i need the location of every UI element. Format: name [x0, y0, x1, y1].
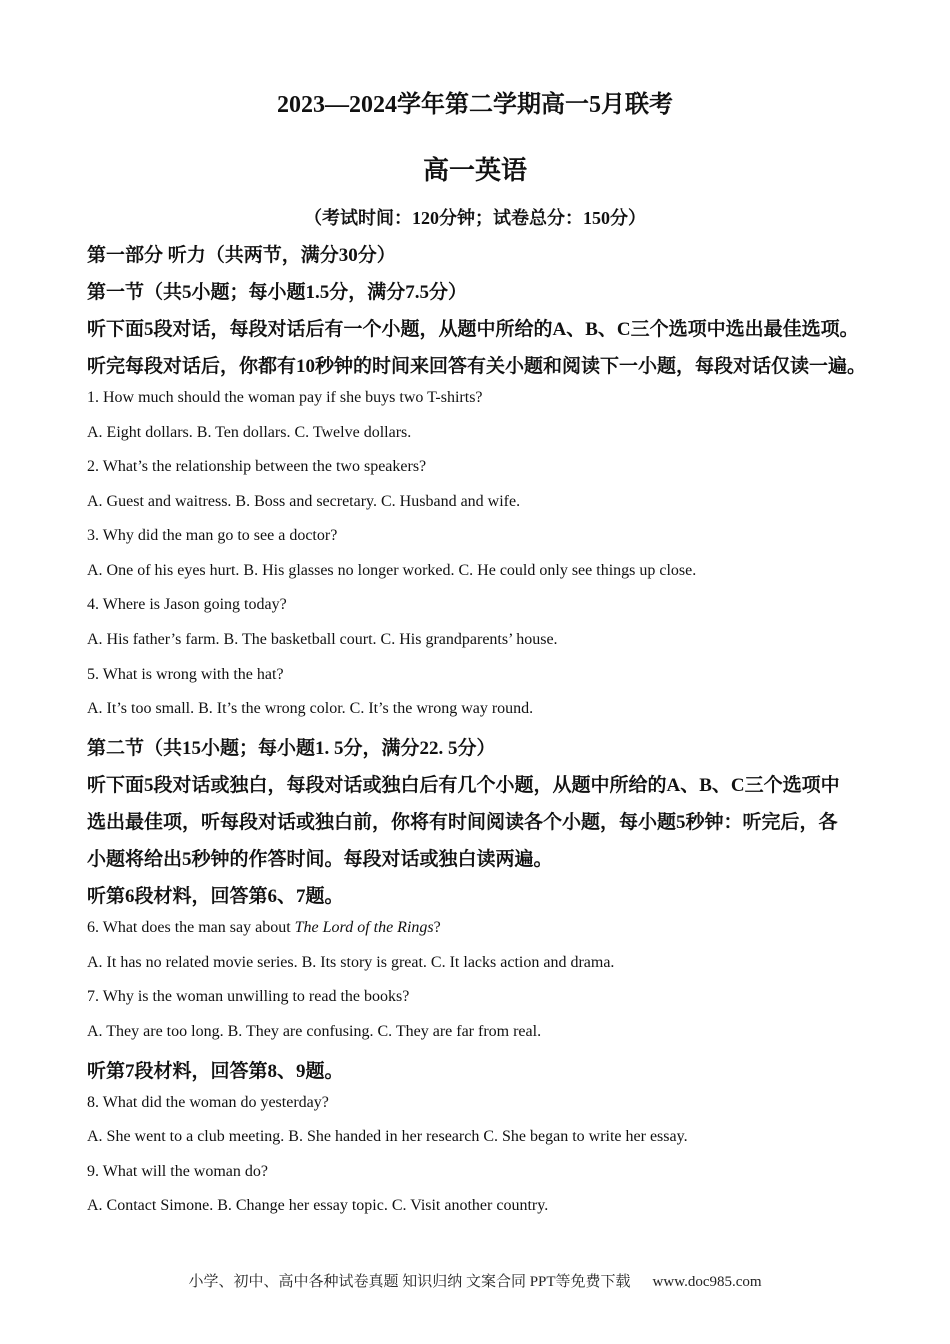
footer-text: 小学、初中、高中各种试卷真题 知识归纳 文案合同 PPT等免费下载 — [188, 1274, 631, 1290]
question-9: 9. What will the woman do? — [87, 1163, 268, 1180]
question-7: 7. Why is the woman unwilling to read the books? — [87, 988, 410, 1005]
part1-heading: 第一部分 听力（共两节，满分30分） — [87, 245, 396, 266]
options-5: A. It’s too small. B. It’s the wrong color. C. It’s the wrong way round. — [87, 700, 534, 717]
footer-link[interactable]: www.doc985.com — [652, 1274, 762, 1290]
section2-instruction-3: 小题将给出5秒钟的作答时间。每段对话或独白读两遍。 — [87, 849, 553, 870]
section2-heading: 第二节（共15小题；每小题1. 5分，满分22. 5分） — [87, 738, 496, 759]
section1-heading: 第一节（共5小题；每小题1.5分，满分7.5分） — [87, 282, 468, 303]
section1-instruction-2: 听完每段对话后，你都有10秒钟的时间来回答有关小题和阅读下一小题，每段对话仅读一遍。 — [87, 356, 867, 377]
question-3: 3. Why did the man go to see a doctor? — [87, 527, 338, 544]
section2-instruction-2: 选出最佳项，听每段对话或独白前，你将有时间阅读各个小题，每小题5秒钟：听完后，各 — [87, 812, 838, 833]
page-footer — [0, 1270, 950, 1291]
section2-instruction-1: 听下面5段对话或独白，每段对话或独白后有几个小题，从题中所给的A、B、C三个选项中 — [87, 775, 840, 796]
question-2: 2. What’s the relationship between the two speakers? — [87, 458, 427, 475]
section1-instruction-1: 听下面5段对话，每段对话后有一个小题，从题中所给的A、B、C三个选项中选出最佳选项。 — [87, 319, 859, 340]
options-3: A. One of his eyes hurt. B. His glasses no longer worked. C. He could only see things up close. — [87, 562, 697, 579]
book-title: The Lord of the Rings — [294, 919, 434, 936]
options-8: A. She went to a club meeting. B. She handed in her research C. She began to write her essay. — [87, 1128, 688, 1145]
subject-title: 高一英语 — [422, 156, 527, 185]
question-6 — [87, 919, 441, 937]
options-7: A. They are too long. B. They are confusing. C. They are far from real. — [87, 1023, 542, 1040]
options-1: A. Eight dollars. B. Ten dollars. C. Twelve dollars. — [87, 424, 412, 441]
question-6-end: ? — [433, 919, 441, 936]
material-6-heading: 听第6段材料，回答第6、7题。 — [87, 886, 344, 907]
question-6-text: 6. What does the man say about — [87, 919, 295, 936]
material-7-heading: 听第7段材料，回答第8、9题。 — [87, 1061, 344, 1082]
options-9: A. Contact Simone. B. Change her essay topic. C. Visit another country. — [87, 1197, 549, 1214]
exam-info: （考试时间：120分钟；试卷总分：150分） — [304, 208, 646, 228]
options-6: A. It has no related movie series. B. Its story is great. C. It lacks action and drama. — [87, 954, 615, 971]
question-1: 1. How much should the woman pay if she buys two T-shirts? — [87, 389, 483, 406]
question-8: 8. What did the woman do yesterday? — [87, 1094, 329, 1111]
question-5: 5. What is wrong with the hat? — [87, 666, 284, 683]
question-4: 4. Where is Jason going today? — [87, 596, 287, 613]
exam-title: 2023—2024学年第二学期高一5月联考 — [277, 92, 673, 118]
options-4: A. His father’s farm. B. The basketball court. C. His grandparents’ house. — [87, 631, 558, 648]
options-2: A. Guest and waitress. B. Boss and secretary. C. Husband and wife. — [87, 493, 521, 510]
